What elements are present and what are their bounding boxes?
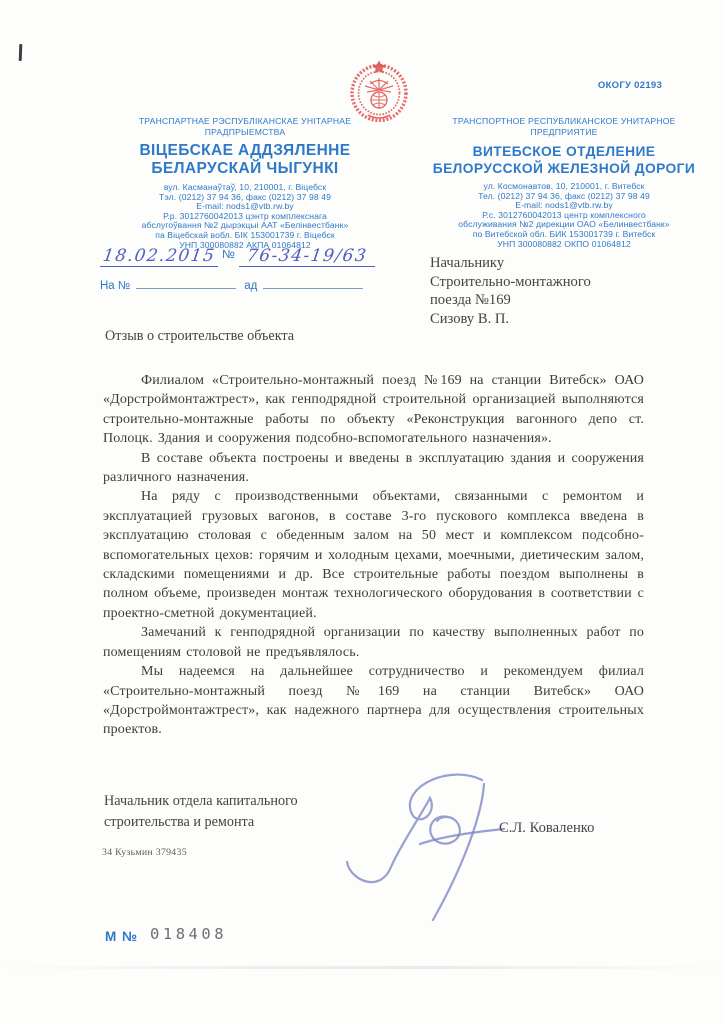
body-paragraph: На ряду с производственными объектами, связанными с ремонтом и эксплуатацией грузовых вагонов, в составе 3-го пускового комплекса введена в эксплуатацию столовая с обеденным залом на 50 мест и комплексом подсобно-вспомогательных цехов: горячим и холодным цехами, моечными, диетическим залом, складскими помещениями и др. Все строительные работы поездом выполнены в полном объеме, произведен монтаж технологического оборудования в соответствии с проектно-сметной документацией. (103, 489, 644, 621)
org-address-right: ул. Космонавтов, 10, 210001, г. Витебск Тел. (0212) 37 94 36, факс (0212) 37 98 49 E-mail: nods1@vtb.rw.by Р.с. 3012760042013 центр комплексного обслуживания №2 дирекции ОАО «Белинвестбанк» по Витебской обл. БИК 153001739 г. Витебск УНП 300080882 ОКПО 01064812 (458, 181, 670, 249)
incoming-date-blank (263, 275, 363, 289)
stamp-prefix: М № (105, 929, 139, 944)
body-paragraph: В составе объекта построены и введены в эксплуатацию здания и сооружения различного назначения. (103, 450, 644, 486)
incoming-reference-line (100, 275, 420, 292)
scan-smudge (0, 966, 724, 969)
signer-position: Начальник отдела капитального строительства и ремонта (104, 793, 298, 830)
handwritten-signature-icon (332, 770, 512, 928)
body-paragraph: Замечаний к генподрядной организации по качеству выполненных работ по помещениям столовой не предъявлялось. (103, 625, 644, 660)
body-paragraph: Филиалом «Строительно-монтажный поезд №169 на станции Витебск» ОАО «Дорстроймонтажтрест», как генподрядной строительной организацией выполняются строительно-монтажные работы по объекту «Реконструкция вагонного депо ст. Полоцк. Здания и сооружения подсобно-вспомогательного назначения». (103, 373, 644, 447)
stamp-number: 018408 (150, 925, 228, 943)
incoming-number-blank (136, 275, 236, 289)
number-sign: № (222, 247, 235, 261)
outgoing-date-handwritten: 18.02.2015 (101, 246, 217, 266)
org-name-right: ВИТЕБСКОЕ ОТДЕЛЕНИЕ БЕЛОРУССКОЙ ЖЕЛЕЗНОЙ ДОРОГИ (432, 144, 696, 176)
outgoing-reference-line (100, 246, 400, 267)
outgoing-number-handwritten: 76-34-19/63 (239, 246, 375, 267)
letterhead-left (95, 116, 395, 250)
body-paragraph: Мы надеемся на дальнейшее сотрудничество и рекомендуем филиал «Строительно-монтажный поезд №169 на станции Витебск» ОАО «Дорстроймонтажтрест», как надежного партнера для осуществления строительных проектов. (103, 664, 644, 738)
org-type-left: ТРАНСПАРТНАЕ РЭСПУБЛІКАНСКАЕ УНІТАРНАЕ ПРАДПРЫЕМСТВА (138, 116, 352, 137)
addressee-line: Строительно-монтажного (430, 273, 591, 290)
addressee-line: Сизову В. П. (430, 310, 510, 327)
org-type-right: ТРАНСПОРТНОЕ РЕСПУБЛИКАНСКОЕ УНИТАРНОЕ ПРЕДПРИЯТИЕ (452, 116, 676, 137)
scan-artifact-mark (19, 44, 23, 61)
na-no-label: На № (100, 280, 131, 292)
letter-subject: Отзыв о строительстве объекта (105, 328, 295, 344)
signer-name: С.Л. Коваленко (499, 820, 595, 836)
letter-body (103, 371, 644, 740)
org-address-left: вул. Касманаўтаў, 10, 210001, г. Віцебск Тэл. (0212) 37 94 36, факс (0212) 37 98 49 E-mail: nods1@vtb.rw.by Р.р. 3012760042013 цэнтр комплекснага абслугоўвання №2 дырэкцыі ААТ «Белінвестбанк» па Віцебскай вобл. БІК 153001739 г. Віцебск УНП 300080882 АКПА 01064812 (141, 182, 349, 250)
ad-label: ад (244, 280, 258, 292)
org-name-left: ВІЦЕБСКАЕ АДДЗЯЛЕННЕ БЕЛАРУСКАЙ ЧЫГУНКІ (139, 142, 351, 177)
belarus-coat-of-arms-icon (348, 60, 410, 122)
form-stamp-line (105, 927, 227, 945)
letterhead-right (418, 116, 710, 249)
addressee-block (430, 254, 591, 328)
addressee-line: Начальнику (430, 255, 505, 271)
okogu-code: ОКОГУ 02193 (597, 80, 663, 91)
addressee-line: поезда №169 (430, 292, 511, 308)
executor-note: 34 Кузьмин 379435 (102, 847, 187, 858)
